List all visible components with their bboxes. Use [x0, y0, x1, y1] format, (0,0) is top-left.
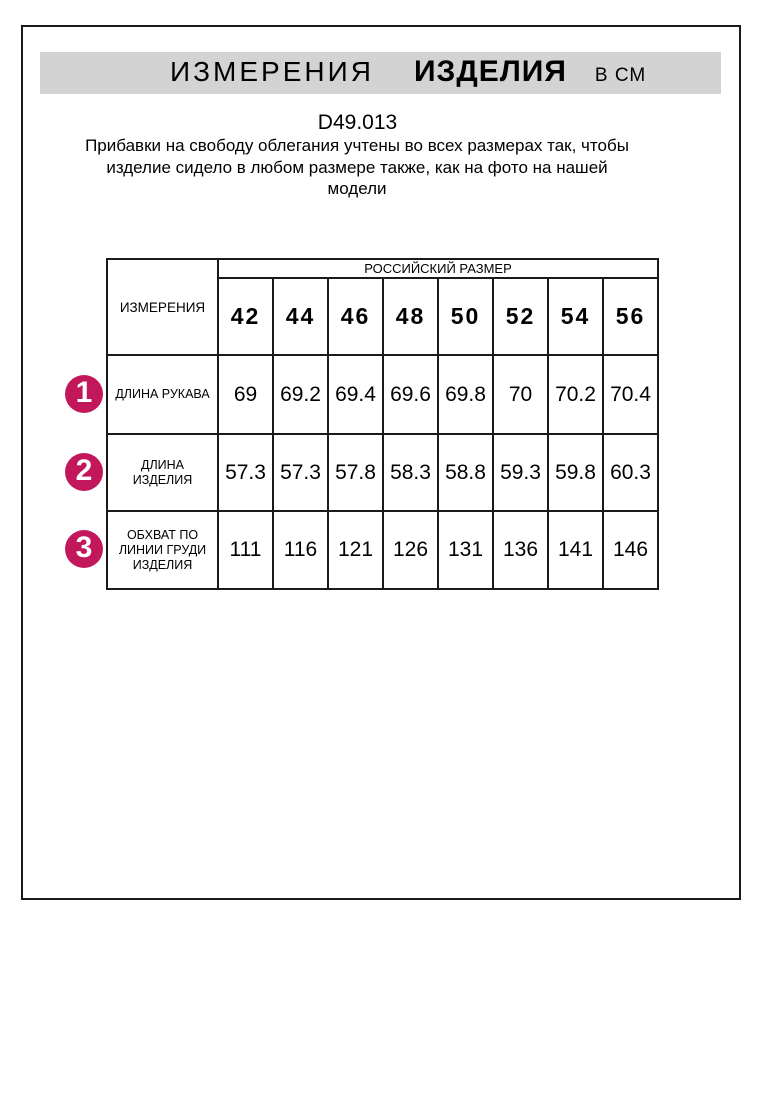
table-row [107, 511, 658, 589]
row-label: ДЛИНА РУКАВА [107, 355, 218, 434]
size-column-header-54: 54 [548, 278, 603, 355]
value-cell: 146 [603, 511, 658, 589]
value-cell: 111 [218, 511, 273, 589]
value-cell: 121 [328, 511, 383, 589]
value-cell: 58.8 [438, 434, 493, 511]
size-column-header-56: 56 [603, 278, 658, 355]
value-cell: 59.3 [493, 434, 548, 511]
value-cell: 60.3 [603, 434, 658, 511]
group-header-russian-size: РОССИЙСКИЙ РАЗМЕР [218, 259, 658, 278]
value-cell: 57.8 [328, 434, 383, 511]
value-cell: 70.4 [603, 355, 658, 434]
title-bar [40, 52, 721, 94]
size-column-header-50: 50 [438, 278, 493, 355]
row-label: ДЛИНА ИЗДЕЛИЯ [107, 434, 218, 511]
description [37, 135, 677, 200]
value-cell: 70 [493, 355, 548, 434]
size-table [106, 258, 659, 590]
value-cell: 141 [548, 511, 603, 589]
value-cell: 59.8 [548, 434, 603, 511]
column-header-measurements: ИЗМЕРЕНИЯ [107, 259, 218, 355]
value-cell: 69.2 [273, 355, 328, 434]
value-cell: 136 [493, 511, 548, 589]
product-code: D49.013 [317, 111, 398, 134]
description-line: Прибавки на свободу облегания учтены во всех размерах так, чтобы [85, 136, 629, 155]
size-column-header-46: 46 [328, 278, 383, 355]
value-cell: 70.2 [548, 355, 603, 434]
size-column-header-48: 48 [383, 278, 438, 355]
row-number-badge-2: 2 [65, 453, 103, 491]
value-cell: 57.3 [218, 434, 273, 511]
value-cell: 69.6 [383, 355, 438, 434]
value-cell: 57.3 [273, 434, 328, 511]
value-cell: 58.3 [383, 434, 438, 511]
row-number-badge-3: 3 [65, 530, 103, 568]
description-line: изделие сидело в любом размере также, как на фото на нашей [106, 157, 608, 177]
title-product: ИЗДЕЛИЯ [413, 55, 567, 88]
title-unit-cm: В СМ [594, 65, 647, 86]
value-cell: 116 [273, 511, 328, 589]
value-cell: 69 [218, 355, 273, 434]
table-row [107, 434, 658, 511]
value-cell: 126 [383, 511, 438, 589]
row-number-badge-1: 1 [65, 375, 103, 413]
value-cell: 69.4 [328, 355, 383, 434]
table-row [107, 355, 658, 434]
size-column-header-44: 44 [273, 278, 328, 355]
description-line: модели [327, 179, 387, 198]
value-cell: 131 [438, 511, 493, 589]
value-cell: 69.8 [438, 355, 493, 434]
row-label: ОБХВАТ ПО ЛИНИИ ГРУДИ ИЗДЕЛИЯ [107, 511, 218, 589]
title-measurements: ИЗМЕРЕНИЯ [170, 56, 374, 87]
size-column-header-52: 52 [493, 278, 548, 355]
size-column-header-42: 42 [218, 278, 273, 355]
